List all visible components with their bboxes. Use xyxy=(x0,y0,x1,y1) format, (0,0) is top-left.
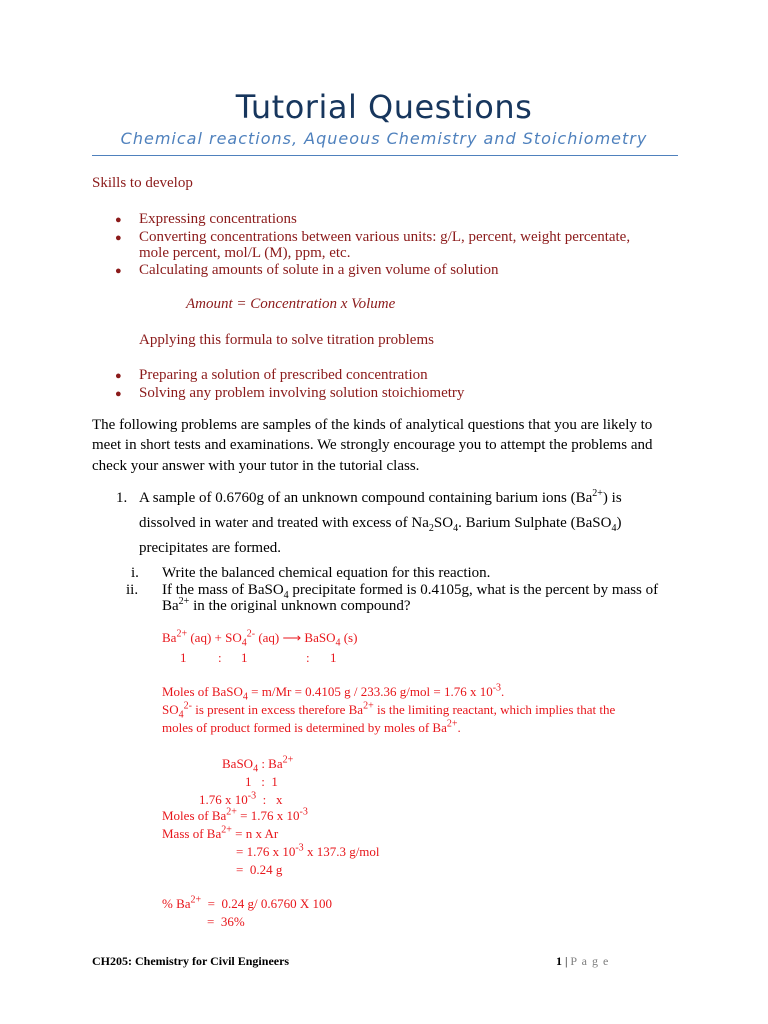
question-line: dissolved in water and treated with excess of $Na_2SO_4$. Barium Sulphate (BaSO$_4$) xyxy=(139,515,622,534)
ratio-values: 1.76 x $10^{-3}$ : x xyxy=(199,790,283,807)
skill-item: Preparing a solution of prescribed concentration xyxy=(139,367,428,383)
question-line: A sample of 0.6760g of an unknown compound containing barium ions $(Ba^{2+})$ is xyxy=(139,488,622,506)
mass-ba-line: = 1.76 x $10^{-3}$ x 137.3 g/mol xyxy=(236,842,380,859)
mole-ratio-sep: : xyxy=(306,650,310,665)
mole-ratio-value: 1 xyxy=(330,650,337,665)
page-subtitle: Chemical reactions, Aqueous Chemistry and Stoichiometry xyxy=(120,129,648,148)
question-number: 1. xyxy=(116,490,128,506)
ratio-header: BaSO$_4$ : $Ba^{2+}$ xyxy=(222,754,294,775)
question-line: precipitates are formed. xyxy=(139,540,282,556)
mole-ratio-value: 1 xyxy=(180,650,187,665)
intro-line: check your answer with your tutor in the tutorial class. xyxy=(92,458,420,474)
skill-item: Solving any problem involving solution stoichiometry xyxy=(139,385,465,401)
balanced-equation: $Ba^{2+}$ $(aq) + SO_4^{2-}$ (aq) ⟶ BaSO$_4$ (s) xyxy=(162,628,358,649)
subquestion-text: $Ba^{2+}$ in the original unknown compound? xyxy=(162,596,411,614)
limiting-reactant-line: moles of product formed is determined by moles of $Ba^{2+}$. xyxy=(162,718,461,735)
bullet-dot: ● xyxy=(115,388,122,400)
footer-course: CH205: Chemistry for Civil Engineers xyxy=(92,954,290,968)
skill-item: Calculating amounts of solute in a given volume of solution xyxy=(139,262,499,278)
moles-ba-line: Moles of $Ba^{2+} = 1.76$ x $10^{-3}$ xyxy=(162,806,308,823)
mole-ratio-sep: : xyxy=(218,650,222,665)
footer-page: 1 | P a g e xyxy=(556,954,610,968)
bullet-dot: ● xyxy=(115,214,122,226)
percent-line: % $Ba^{2+} = 0.24$ g/ 0.6760 X 100 xyxy=(162,894,333,911)
intro-line: The following problems are samples of the kinds of analytical questions that you are likely to xyxy=(92,417,653,433)
moles-calculation: Moles of BaSO$_4$ = m/Mr = 0.4105 g / 233.36 g/mol = 1.76 x $10^{-3}$. xyxy=(162,682,505,703)
bullet-dot: ● xyxy=(115,370,122,382)
subquestion-text: Write the balanced chemical equation for this reaction. xyxy=(162,565,491,581)
mass-ba-line: = 0.24 g xyxy=(236,862,283,877)
ratio-values: 1 : 1 xyxy=(245,774,278,789)
subquestion-label: i. xyxy=(131,565,139,581)
formula: Amount = Concentration x Volume xyxy=(186,296,396,312)
formula-note: Applying this formula to solve titration problems xyxy=(139,332,434,348)
skill-item-continuation: mole percent, mol/L (M), ppm, etc. xyxy=(139,245,351,261)
mass-ba-line: Mass of $Ba^{2+} = n$ x Ar xyxy=(162,824,279,841)
subquestion-text: If the mass of BaSO$_4$ precipitate formed is 0.4105g, what is the percent by mass of xyxy=(162,582,659,601)
percent-result: = 36% xyxy=(207,914,245,929)
subquestion-label: ii. xyxy=(126,582,139,598)
skills-heading: Skills to develop xyxy=(92,175,193,191)
skill-item: Converting concentrations between various units: g/L, percent, weight percentate, xyxy=(139,229,631,245)
skill-item: Expressing concentrations xyxy=(139,211,297,227)
intro-line: meet in short tests and examinations. We strongly encourage you to attempt the problems and xyxy=(92,437,653,453)
limiting-reactant-line: $SO_4^{2-}$ is present in excess therefore $Ba^{2+}$ is the limiting reactant, which implies that the xyxy=(162,700,616,721)
mole-ratio-value: 1 xyxy=(241,650,248,665)
title-underline xyxy=(92,155,678,156)
bullet-dot: ● xyxy=(115,265,122,277)
bullet-dot: ● xyxy=(115,232,122,244)
page-title: Tutorial Questions xyxy=(235,88,533,126)
